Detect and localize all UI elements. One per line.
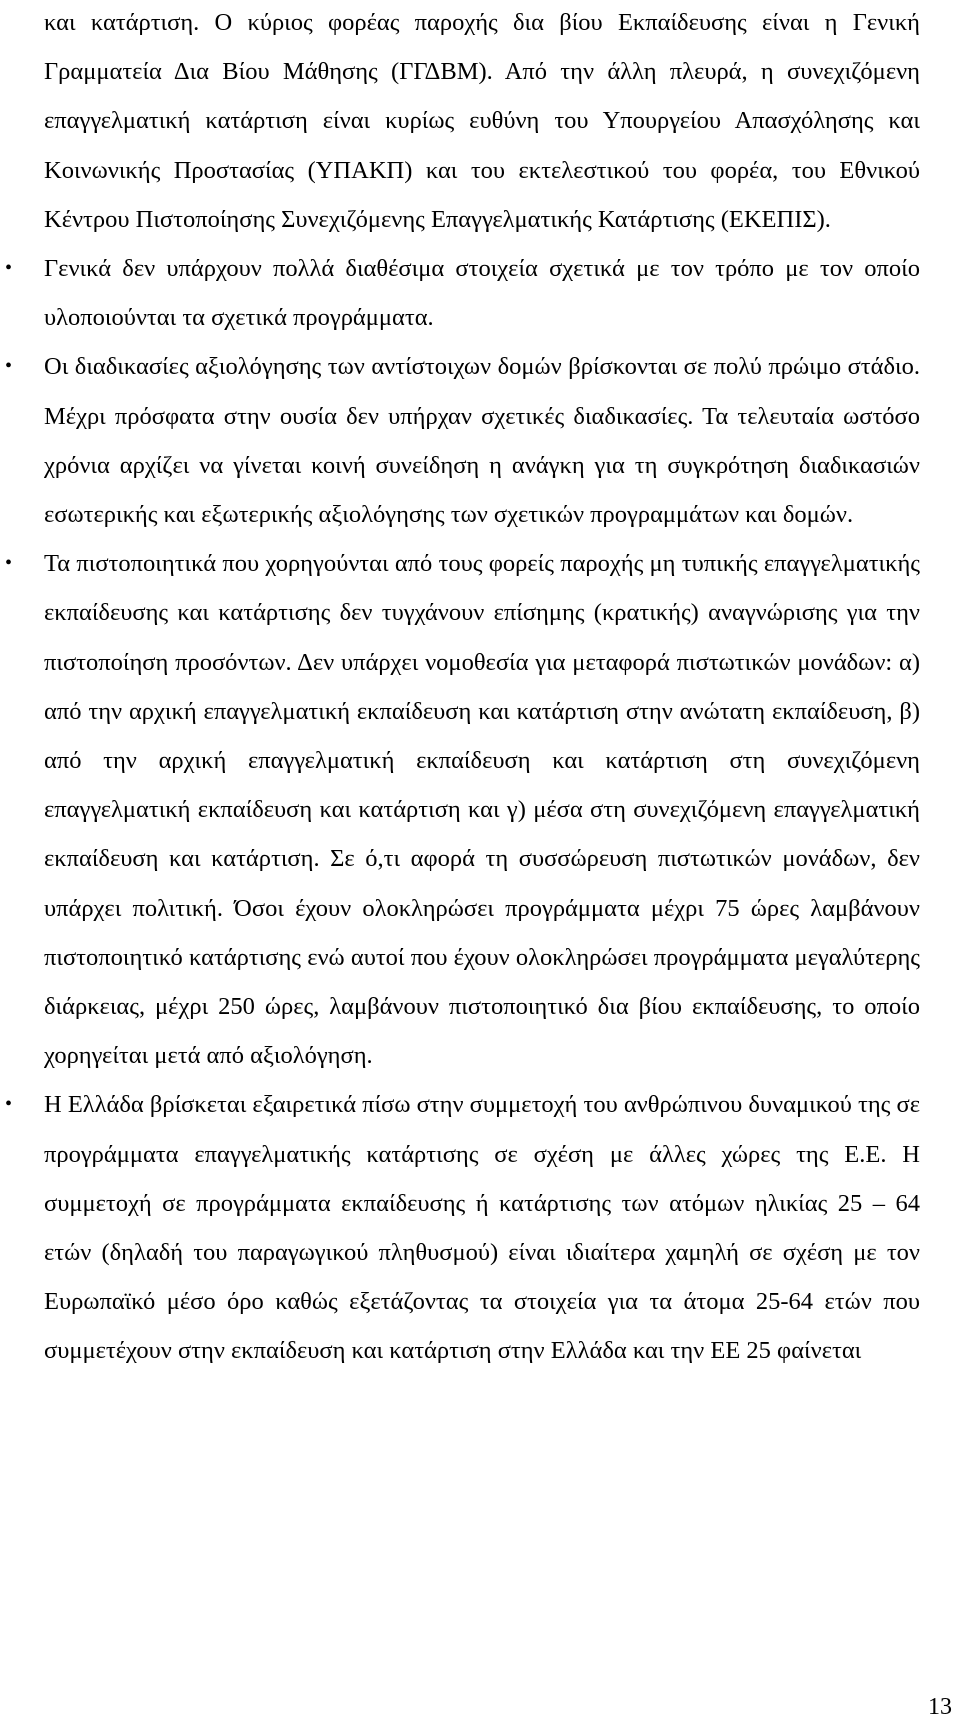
list-item xyxy=(5,244,920,342)
bullet-text: Γενικά δεν υπάρχουν πολλά διαθέσιμα στοιχεία σχετικά με τον τρόπο με τον οποίο υλοποιούνται τα σχετικά προγράμματα. xyxy=(44,255,920,332)
continuation-paragraph: και κατάρτιση. Ο κύριος φορέας παροχής δια βίου Εκπαίδευσης είναι η Γενική Γραμματεία Δια Βίου Μάθησης (ΓΓΔΒΜ). Από την άλλη πλευρά, η συνεχιζόμενη επαγγελματική κατάρτιση είναι κυρίως ευθύνη του Υπουργείου Απασχόλησης και Κοινωνικής Προστασίας (ΥΠΑΚΠ) και του εκτελεστικού του φορέα, του Εθνικού Κέντρου Πιστοποίησης Συνεχιζόμενης Επαγγελματικής Κατάρτισης (ΕΚΕΠΙΣ). xyxy=(44,9,920,233)
list-item xyxy=(5,342,920,539)
list-item xyxy=(5,1080,920,1375)
bullet-text: Η Ελλάδα βρίσκεται εξαιρετικά πίσω στην συμμετοχή του ανθρώπινου δυναμικού της σε προγράμματα επαγγελματικής κατάρτισης σε σχέση με άλλες χώρες της Ε.Ε. Η συμμετοχή σε προγράμματα εκπαίδευσης ή κατάρτισης των ατόμων ηλικίας 25 – 64 ετών (δηλαδή του παραγωγικού πληθυσμού) είναι ιδιαίτερα χαμηλή σε σχέση με τον Ευρωπαϊκό μέσο όρο καθώς εξετάζοντας τα στοιχεία για τα άτομα 25-64 ετών που συμμετέχουν στην εκπαίδευση και κατάρτιση στην Ελλάδα και την ΕΕ 25 φαίνεται xyxy=(44,1091,920,1365)
bullet-icon: • xyxy=(5,1093,13,1116)
page-number: 13 xyxy=(928,1694,952,1720)
bullet-icon: • xyxy=(5,355,13,378)
bullet-list xyxy=(5,244,920,1376)
bullet-text: Τα πιστοποιητικά που χορηγούνται από τους φορείς παροχής μη τυπικής επαγγελματικής εκπαίδευσης και κατάρτισης δεν τυγχάνουν επίσημης (κρατικής) αναγνώρισης για την πιστοποίηση προσόντων. Δεν υπάρχει νομοθεσία για μεταφορά πιστωτικών μονάδων: α) από την αρχική επαγγελματική εκπαίδευση και κατάρτιση στην ανώτατη εκπαίδευση, β) από την αρχική επαγγελματική εκπαίδευση και κατάρτιση στη συνεχιζόμενη επαγγελματική εκπαίδευση και κατάρτιση και γ) μέσα στη συνεχιζόμενη επαγγελματική εκπαίδευση και κατάρτιση. Σε ό,τι αφορά τη συσσώρευση πιστωτικών μονάδων, δεν υπάρχει πολιτική. Όσοι έχουν ολοκληρώσει προγράμματα μέχρι 75 ώρες λαμβάνουν πιστοποιητικό κατάρτισης ενώ αυτοί που έχουν ολοκληρώσει προγράμματα μεγαλύτερης διάρκειας, μέχρι 250 ώρες, λαμβάνουν πιστοποιητικό δια βίου εκπαίδευσης, το οποίο χορηγείται μετά από αξιολόγηση. xyxy=(44,550,920,1070)
bullet-icon: • xyxy=(5,257,13,280)
bullet-icon: • xyxy=(5,552,13,575)
document-page xyxy=(5,0,920,1376)
bullet-text: Οι διαδικασίες αξιολόγησης των αντίστοιχων δομών βρίσκονται σε πολύ πρώιμο στάδιο. Μέχρι πρόσφατα στην ουσία δεν υπήρχαν σχετικές διαδικασίες. Τα τελευταία ωστόσο χρόνια αρχίζει να γίνεται κοινή συνείδηση η ανάγκη για τη συγκρότηση διαδικασιών εσωτερικής και εξωτερικής αξιολόγησης των σχετικών προγραμμάτων και δομών. xyxy=(44,353,920,529)
list-item xyxy=(5,539,920,1080)
